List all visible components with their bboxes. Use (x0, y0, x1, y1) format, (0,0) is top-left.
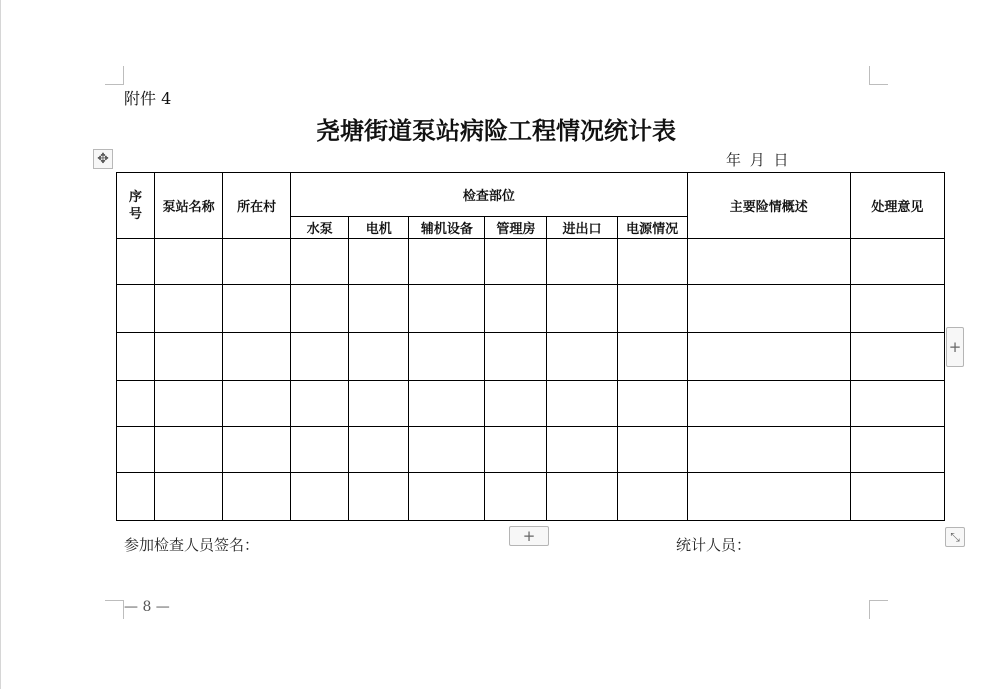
table-cell[interactable] (155, 473, 223, 521)
table-cell[interactable] (117, 427, 155, 473)
table-cell[interactable] (291, 427, 349, 473)
table-cell[interactable] (850, 239, 944, 285)
table-cell[interactable] (687, 333, 850, 381)
table-cell[interactable] (409, 381, 485, 427)
header-index[interactable] (117, 173, 155, 239)
add-row-button[interactable] (509, 526, 549, 546)
table-cell[interactable] (155, 239, 223, 285)
table-cell[interactable] (291, 473, 349, 521)
table-cell[interactable] (547, 239, 617, 285)
resize-diagonal-icon: ⤡ (950, 529, 960, 544)
table-cell[interactable] (291, 285, 349, 333)
sub-header-pump[interactable]: 水泵 (291, 217, 349, 239)
table-cell[interactable] (617, 427, 687, 473)
page-number: — 8 — (124, 599, 170, 615)
table-cell[interactable] (349, 285, 409, 333)
table-cell[interactable] (291, 333, 349, 381)
header-index-line2: 号 (129, 206, 143, 222)
table-cell[interactable] (617, 239, 687, 285)
table-cell[interactable] (117, 285, 155, 333)
table-cell[interactable] (687, 285, 850, 333)
table-cell[interactable] (687, 473, 850, 521)
table-cell[interactable] (617, 473, 687, 521)
table-cell[interactable] (117, 473, 155, 521)
table-row (117, 381, 945, 427)
table-cell[interactable] (485, 381, 547, 427)
table-cell[interactable] (687, 381, 850, 427)
header-index-line1: 序 (129, 189, 143, 205)
table-cell[interactable] (617, 381, 687, 427)
signature-label: 参加检查人员签名： (124, 536, 260, 554)
header-village[interactable]: 所在村 (223, 173, 291, 239)
table-cell[interactable] (155, 285, 223, 333)
table-cell[interactable] (617, 333, 687, 381)
sub-header-inlet-outlet[interactable]: 进出口 (547, 217, 617, 239)
margin-corner-top-left (105, 66, 124, 85)
table-cell[interactable] (485, 239, 547, 285)
table-cell[interactable] (409, 427, 485, 473)
plus-icon: + (948, 338, 962, 356)
statistician-label: 统计人员： (676, 536, 752, 554)
table-row (117, 333, 945, 381)
margin-corner-top-right (869, 66, 888, 85)
table-row (117, 239, 945, 285)
date-line: 年 月 日 (726, 151, 789, 169)
table-cell[interactable] (155, 333, 223, 381)
margin-corner-bottom-right (869, 600, 888, 619)
table-cell[interactable] (349, 333, 409, 381)
table-cell[interactable] (349, 473, 409, 521)
table-move-handle[interactable] (93, 149, 113, 169)
table-cell[interactable] (291, 239, 349, 285)
table-cell[interactable] (547, 427, 617, 473)
attachment-label: 附件 4 (124, 89, 172, 108)
table-cell[interactable] (850, 473, 944, 521)
table-cell[interactable] (349, 239, 409, 285)
table-cell[interactable] (485, 285, 547, 333)
table-cell[interactable] (223, 239, 291, 285)
table-cell[interactable] (409, 239, 485, 285)
document-title: 尧塘街道泵站病险工程情况统计表 (316, 116, 676, 145)
table-cell[interactable] (850, 333, 944, 381)
table-cell[interactable] (547, 381, 617, 427)
table-cell[interactable] (349, 427, 409, 473)
table-cell[interactable] (687, 239, 850, 285)
move-arrows-icon: ✥ (97, 151, 109, 167)
table-cell[interactable] (117, 239, 155, 285)
table-cell[interactable] (223, 381, 291, 427)
table-cell[interactable] (223, 285, 291, 333)
table-cell[interactable] (687, 427, 850, 473)
table-cell[interactable] (155, 427, 223, 473)
table-row (117, 473, 945, 521)
header-handling-opinion[interactable]: 处理意见 (850, 173, 944, 239)
table-cell[interactable] (409, 285, 485, 333)
sub-header-auxiliary[interactable]: 辅机设备 (409, 217, 485, 239)
table-cell[interactable] (850, 427, 944, 473)
header-danger-summary[interactable]: 主要险情概述 (687, 173, 850, 239)
table-cell[interactable] (291, 381, 349, 427)
header-inspection-parts[interactable]: 检查部位 (291, 173, 687, 217)
table-cell[interactable] (223, 427, 291, 473)
table-cell[interactable] (409, 333, 485, 381)
table-cell[interactable] (547, 473, 617, 521)
table-cell[interactable] (155, 381, 223, 427)
table-cell[interactable] (223, 473, 291, 521)
table-cell[interactable] (349, 381, 409, 427)
table-cell[interactable] (117, 381, 155, 427)
statistics-table[interactable] (116, 172, 945, 521)
sub-header-motor[interactable]: 电机 (349, 217, 409, 239)
table-cell[interactable] (617, 285, 687, 333)
table-cell[interactable] (409, 473, 485, 521)
plus-icon: + (522, 527, 536, 545)
page-edge (0, 0, 1, 689)
table-row (117, 285, 945, 333)
table-cell[interactable] (485, 333, 547, 381)
table-row (117, 427, 945, 473)
table-cell[interactable] (485, 427, 547, 473)
header-station-name[interactable]: 泵站名称 (155, 173, 223, 239)
add-column-button[interactable] (946, 327, 964, 367)
table-cell[interactable] (223, 333, 291, 381)
table-cell[interactable] (117, 333, 155, 381)
table-resize-handle[interactable] (945, 527, 965, 547)
sub-header-power[interactable]: 电源情况 (617, 217, 687, 239)
table-cell[interactable] (850, 381, 944, 427)
table-cell[interactable] (850, 285, 944, 333)
sub-header-management-room[interactable]: 管理房 (485, 217, 547, 239)
table-cell[interactable] (485, 473, 547, 521)
header-row (117, 173, 945, 217)
margin-corner-bottom-left (105, 600, 124, 619)
table-cell[interactable] (547, 285, 617, 333)
table-cell[interactable] (547, 333, 617, 381)
